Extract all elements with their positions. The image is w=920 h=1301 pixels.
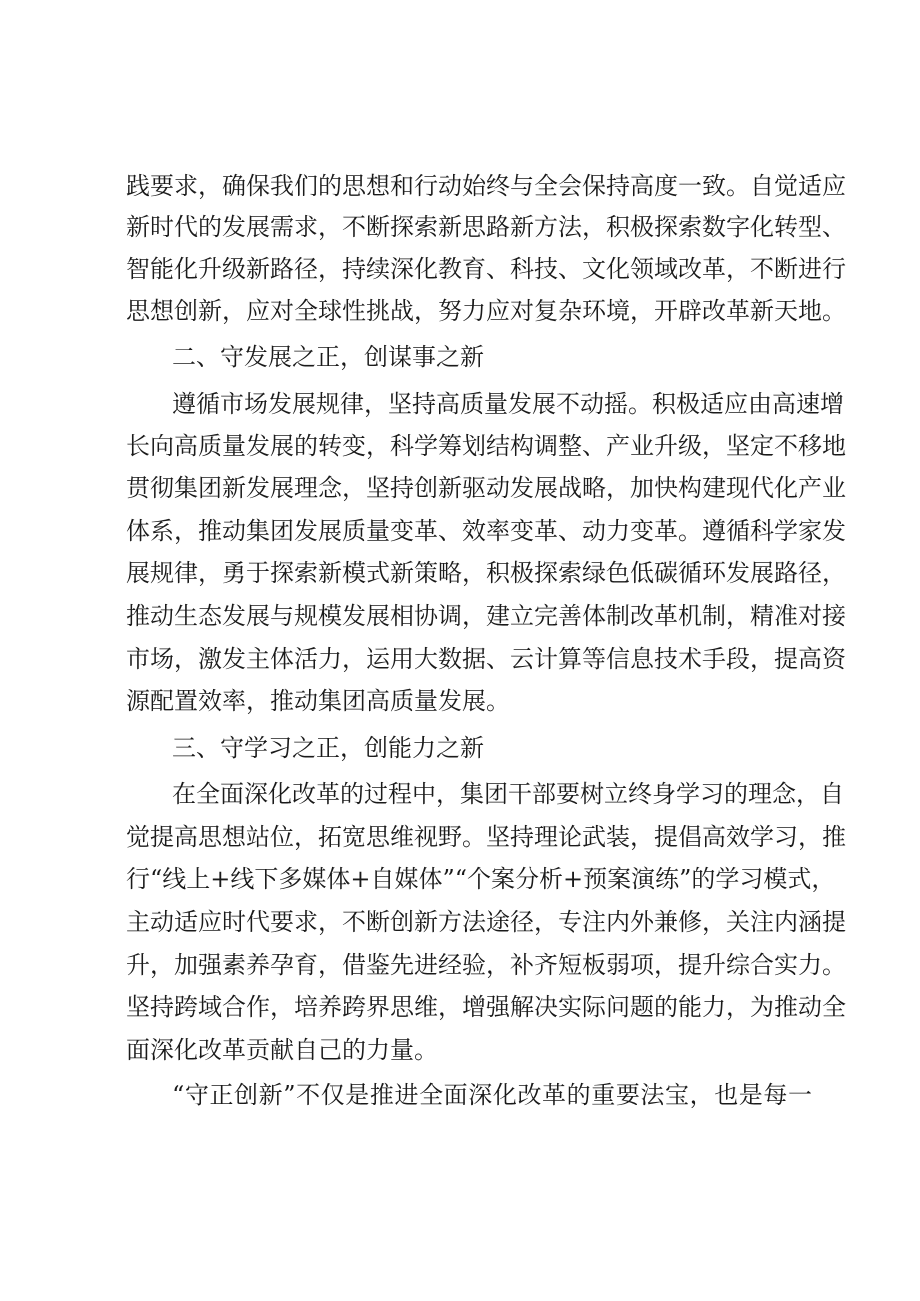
- paragraph-3-line-5: 升，加强素养孕育，借鉴先进经验，补齐短板弱项，提升综合实力。: [126, 951, 846, 979]
- paragraph-2-line-2: 长向高质量发展的转变，科学筹划结构调整、产业升级，坚定不移地: [126, 432, 846, 460]
- paragraph-1-line-3: 智能化升级新路径，持续深化教育、科技、文化领域改革，不断进行: [126, 255, 846, 283]
- paragraph-2-line-3: 贯彻集团新发展理念，坚持创新驱动发展战略，加快构建现代化产业: [126, 474, 846, 502]
- paragraph-3-line-4: 主动适应时代要求，不断创新方法途径，专注内外兼修，关注内涵提: [126, 908, 846, 936]
- paragraph-2-line-5: 展规律，勇于探索新模式新策略，积极探索绿色低碳循环发展路径，: [126, 559, 846, 587]
- section-heading-3: 三、守学习之正，创能力之新: [172, 734, 484, 762]
- paragraph-1-line-2: 新时代的发展需求，不断探索新思路新方法，积极探索数字化转型、: [126, 213, 846, 241]
- paragraph-2-line-7: 市场，激发主体活力，运用大数据、云计算等信息技术手段，提高资: [126, 645, 846, 673]
- paragraph-1-line-1: 践要求，确保我们的思想和行动始终与全会保持高度一致。自觉适应: [126, 172, 846, 200]
- paragraph-2-line-8: 源配置效率，推动集团高质量发展。: [126, 687, 510, 715]
- paragraph-2-line-6: 推动生态发展与规模发展相协调，建立完善体制改革机制，精准对接: [126, 602, 846, 630]
- paragraph-2-line-4: 体系，推动集团发展质量变革、效率变革、动力变革。遵循科学家发: [126, 517, 846, 545]
- paragraph-3-line-6: 坚持跨域合作，培养跨界思维，增强解决实际问题的能力，为推动全: [126, 993, 846, 1021]
- paragraph-4-line-1: “守正创新”不仅是推进全面深化改革的重要法宝，也是每一: [172, 1081, 812, 1109]
- paragraph-1-line-4: 思想创新，应对全球性挑战，努力应对复杂环境，开辟改革新天地。: [126, 297, 846, 325]
- paragraph-3-line-2: 觉提高思想站位，拓宽思维视野。坚持理论武装，提倡高效学习，推: [126, 823, 846, 851]
- paragraph-2-line-1: 遵循市场发展规律，坚持高质量发展不动摇。积极适应由高速增: [172, 390, 844, 418]
- paragraph-3-line-1: 在全面深化改革的过程中，集团干部要树立终身学习的理念，自: [172, 780, 844, 808]
- paragraph-3-line-3: 行“线上+线下多媒体+自媒体”“个案分析+预案演练”的学习模式，: [126, 865, 836, 893]
- paragraph-3-line-7: 面深化改革贡献自己的力量。: [126, 1036, 438, 1064]
- section-heading-2: 二、守发展之正，创谋事之新: [172, 343, 484, 371]
